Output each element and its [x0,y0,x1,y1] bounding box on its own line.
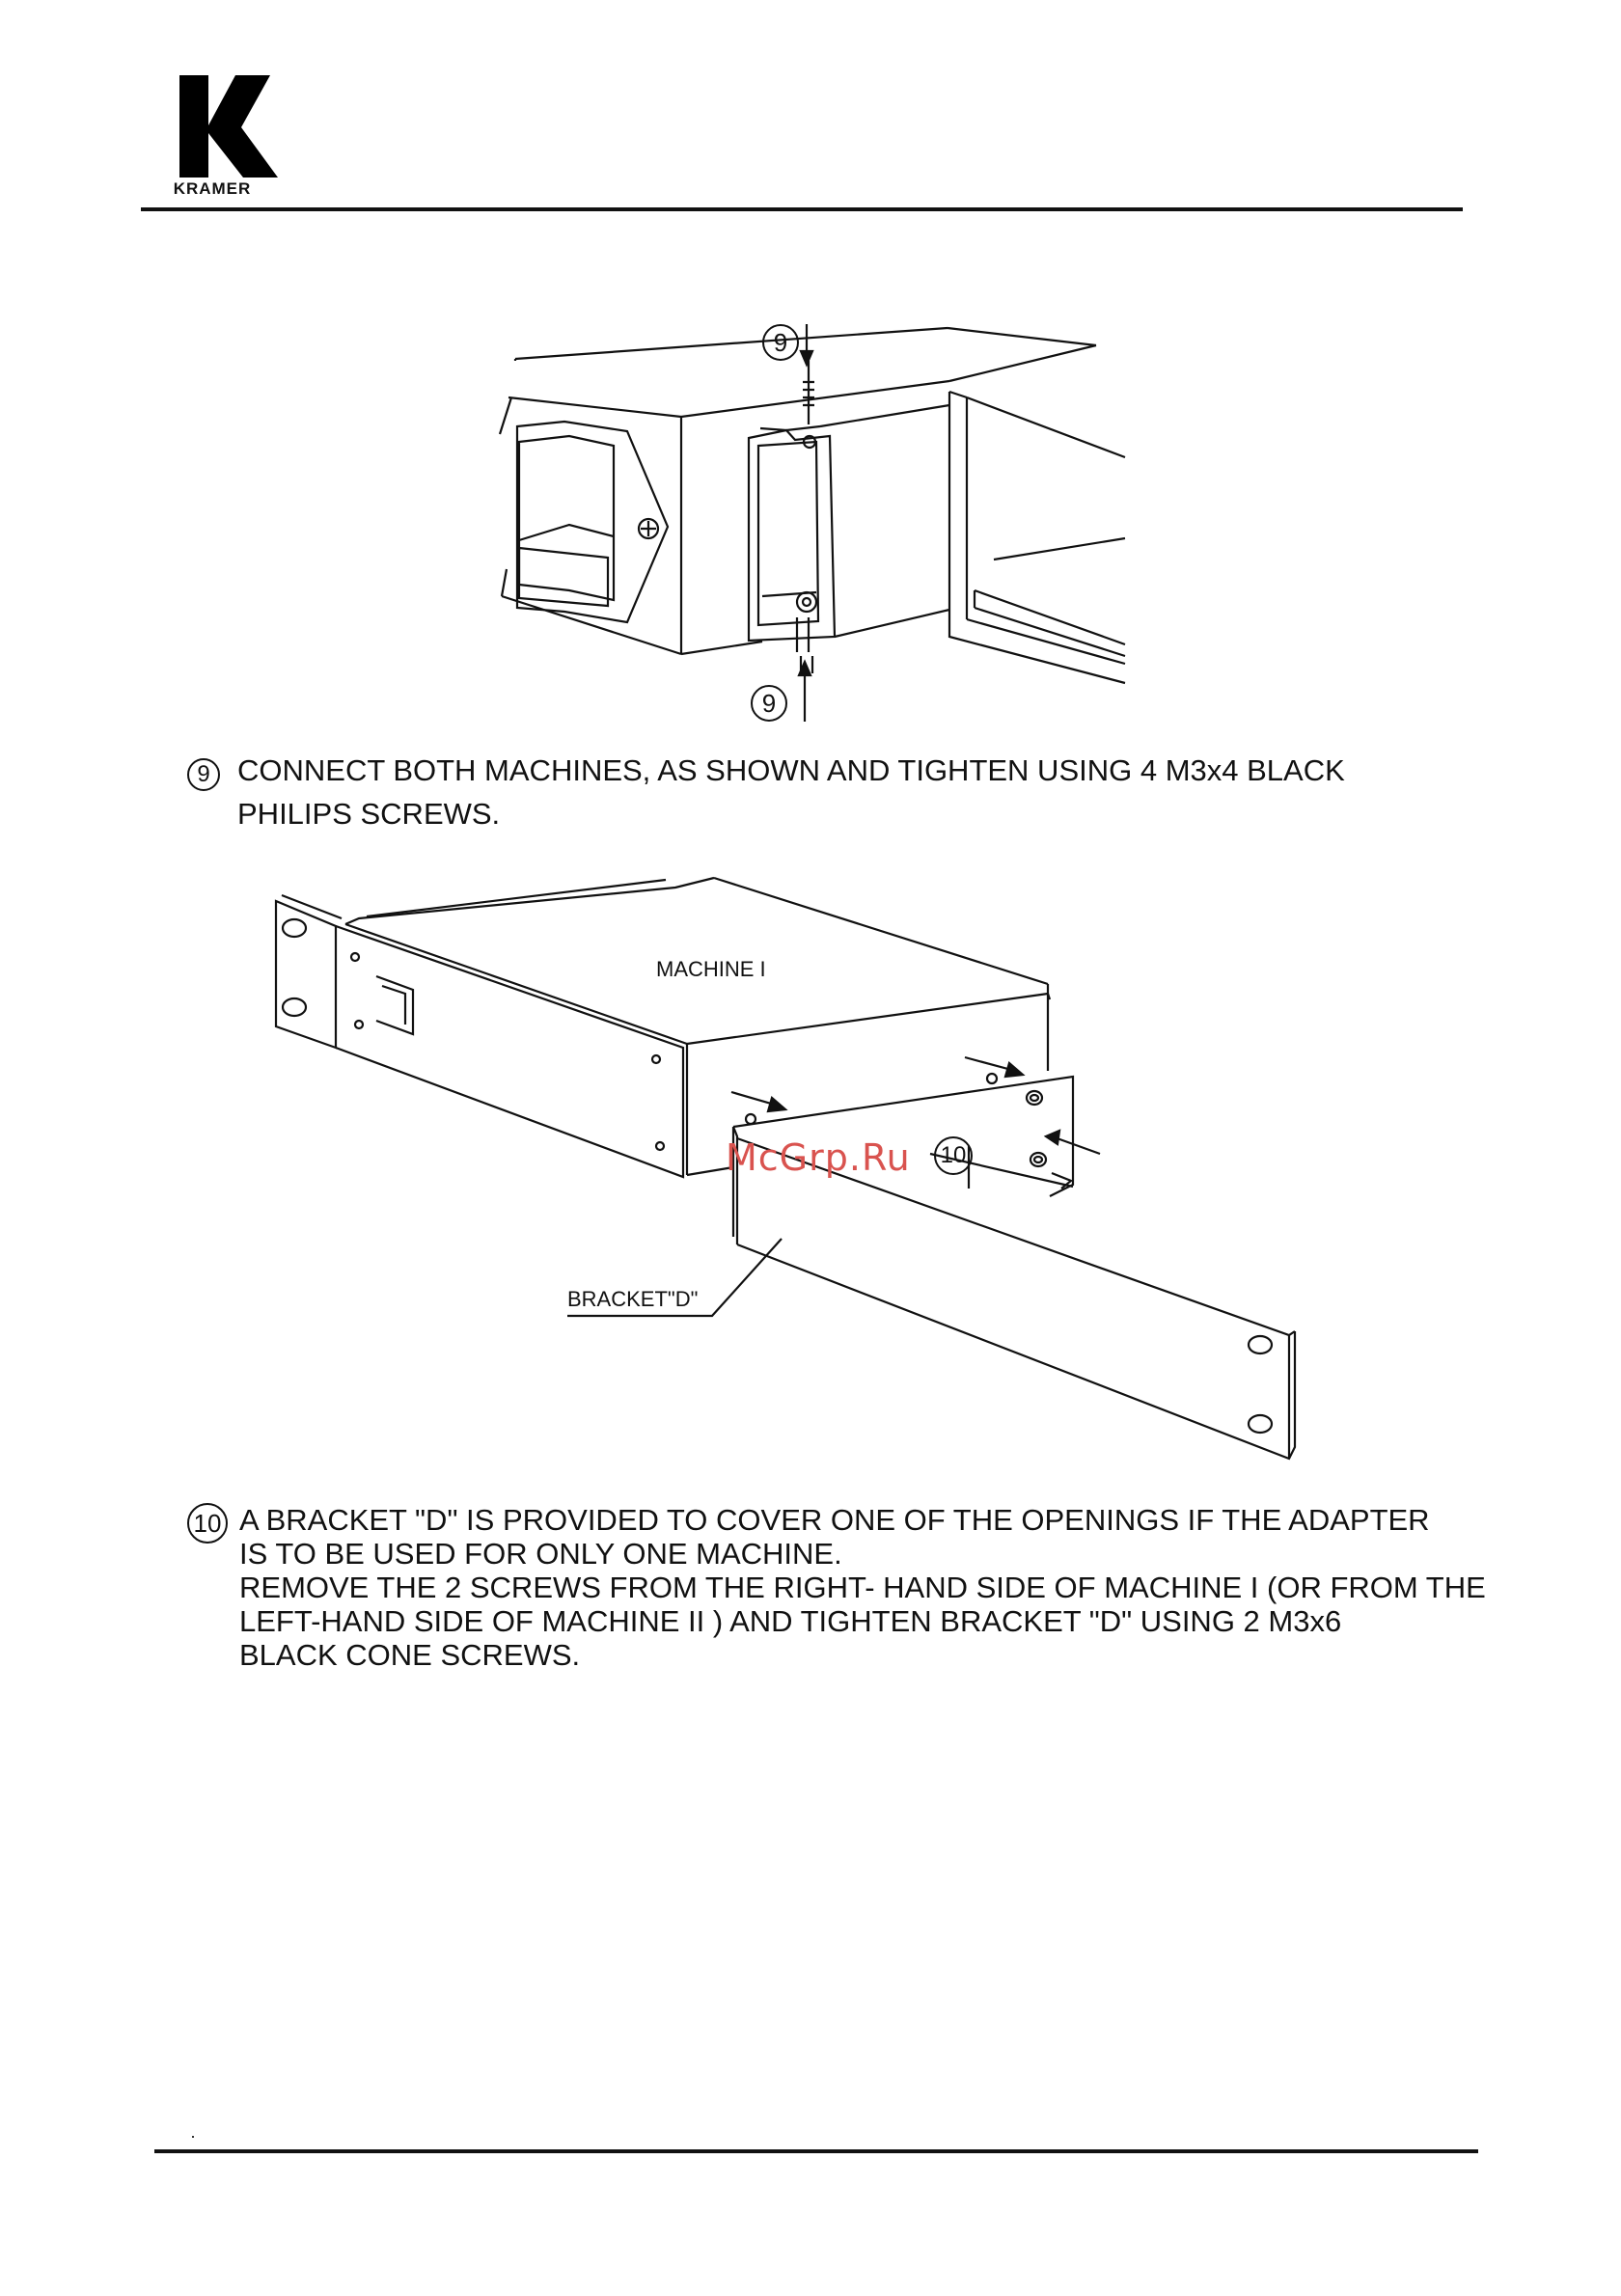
footer-dot [192,2136,194,2138]
step-9-line-1: CONNECT BOTH MACHINES, AS SHOWN AND TIGHTEN USING 4 M3x4 BLACK [237,753,1345,787]
machine-label: MACHINE I [656,957,766,981]
kramer-logo-text: KRAMER [173,179,252,198]
bracket-label: BRACKET"D" [567,1287,699,1311]
step-10-line-3: REMOVE THE 2 SCREWS FROM THE RIGHT- HAND SIDE OF MACHINE I (OR FROM THE [239,1571,1486,1604]
callout-9-top: 9 [762,324,799,361]
step-10-line-1: A BRACKET "D" IS PROVIDED TO COVER ONE OF THE OPENINGS IF THE ADAPTER [239,1503,1430,1537]
footer-rule [154,2149,1478,2153]
callout-9-bottom: 9 [751,685,787,722]
step-9-line-2: PHILIPS SCREWS. [237,797,501,831]
step-10-line-2: IS TO BE USED FOR ONLY ONE MACHINE. [239,1537,842,1571]
step-10-line-5: BLACK CONE SCREWS. [239,1638,581,1672]
watermark: McGrp.Ru [726,1136,911,1179]
step-10-line-4: LEFT-HAND SIDE OF MACHINE II ) AND TIGHTEN BRACKET "D" USING 2 M3x6 [239,1604,1342,1638]
step-9-number: 9 [187,758,220,791]
callout-10: 10 [934,1136,973,1175]
step-10-number: 10 [187,1503,228,1544]
